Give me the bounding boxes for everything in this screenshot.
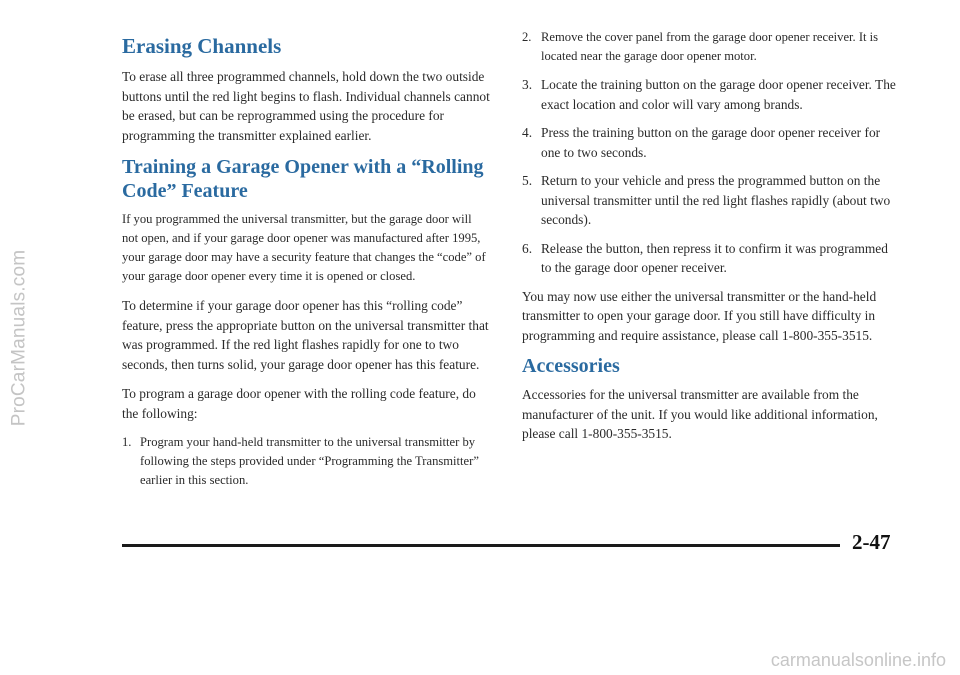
rolling-code-steps-left xyxy=(122,433,490,490)
step-text: Remove the cover panel from the garage door opener receiver. It is located near the garage door opener motor. xyxy=(541,30,879,63)
step-item xyxy=(522,28,897,66)
step-number: 3. xyxy=(522,77,533,92)
side-watermark-text: ProCarManuals.com xyxy=(8,249,30,426)
step-number: 4. xyxy=(522,125,533,140)
step-item xyxy=(522,171,897,230)
rolling-code-heading: Training a Garage Opener with a “Rolling Code” Feature xyxy=(122,156,484,202)
step-text: Release the button, then repress it to confirm it was programmed to the garage door opener receiver. xyxy=(541,240,888,275)
step-number: 5. xyxy=(522,173,533,188)
erasing-channels-body: To erase all three programmed channels, hold down the two outside buttons until the red light begins to flash. Individual channels cannot be erased, but can be reprogrammed using the procedure for programming the transmitter explained earlier. xyxy=(122,69,490,143)
page-number: 2-47 xyxy=(852,530,891,554)
step-item xyxy=(522,239,897,278)
right-column xyxy=(522,28,897,454)
accessories-heading: Accessories xyxy=(522,355,620,377)
step-text: Press the training button on the garage door opener receiver for one to two seconds. xyxy=(541,125,881,160)
step-item xyxy=(122,433,490,490)
rolling-code-paragraph-1: If you programmed the universal transmitter, but the garage door will not open, and if your garage door opener was manufactured after 1995, your garage door may have a security feature that changes the “code” of your garage door opener every time it is opened or closed. xyxy=(122,212,486,283)
step-text: Program your hand-held transmitter to the universal transmitter by following the steps provided under “Programming the Transmitter” earlier in this section. xyxy=(140,435,479,487)
step-text: Locate the training button on the garage door opener receiver. The exact location and color will vary among brands. xyxy=(541,77,896,112)
bottom-watermark: carmanualsonline.info xyxy=(770,650,946,670)
erasing-channels-heading: Erasing Channels xyxy=(122,34,282,58)
left-column xyxy=(122,28,490,499)
rolling-code-paragraph-3: To program a garage door opener with the rolling code feature, do the following: xyxy=(122,386,476,421)
step-number: 1. xyxy=(122,435,132,449)
rolling-code-steps-right xyxy=(522,28,897,278)
footer-rule xyxy=(122,544,840,547)
closing-paragraph: You may now use either the universal transmitter or the hand-held transmitter to open your garage door. If you still have difficulty in programming and require assistance, please call 1-800-355-3515. xyxy=(522,288,877,343)
step-number: 6. xyxy=(522,240,533,256)
step-text: Return to your vehicle and press the programmed button on the universal transmitter until the red light flashes rapidly (about two seconds). xyxy=(541,173,891,227)
step-item xyxy=(522,75,897,114)
rolling-code-paragraph-2: To determine if your garage door opener has this “rolling code” feature, press the appropriate button on the universal transmitter that was programmed. If the red light flashes rapidly for one to two seconds, then turns solid, your garage door opener has this feature. xyxy=(122,298,489,372)
side-watermark xyxy=(4,0,34,675)
accessories-body: Accessories for the universal transmitter are available from the manufacturer of the unit. If you would like additional information, please call 1-800-355-3515. xyxy=(522,387,878,441)
step-number: 2. xyxy=(522,30,532,44)
step-item xyxy=(522,123,897,162)
